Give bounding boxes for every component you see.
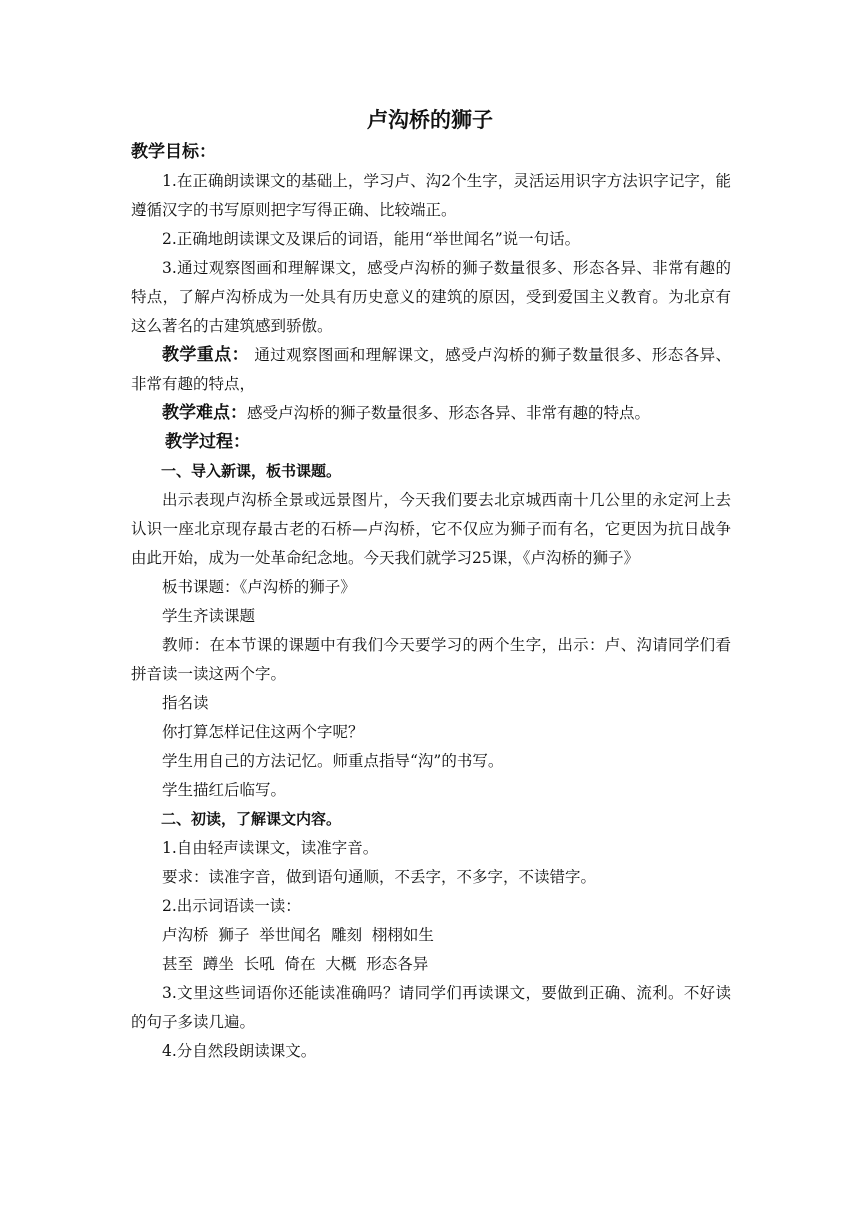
section1-paragraph: 学生用自己的方法记忆。师重点指导“沟”的书写。 — [162, 752, 504, 770]
section1-paragraph: 指名读 — [162, 694, 209, 712]
section1-paragraph: 你打算怎样记住这两个字呢？ — [162, 723, 364, 741]
process-heading: 教学过程： — [165, 432, 250, 452]
section2-paragraph: 1.自由轻声读课文，读准字音。 — [162, 839, 379, 857]
section1-paragraph: 学生描红后临写。 — [162, 781, 287, 799]
section1-paragraph: 学生齐读课题 — [162, 607, 256, 625]
section2-paragraph: 要求：读准字音，做到语句通顺，不丢字，不多字，不读错字。 — [162, 868, 597, 886]
objective-item: 1.在正确朗读课文的基础上，学习卢、沟2个生字，灵活运用识字方法识字记字，能遵循汉字的书写原则把字写得正确、比较端正。 — [131, 172, 731, 219]
key-point-paragraph — [131, 341, 731, 399]
section1-heading: 一、导入新课，板书课题。 — [161, 462, 342, 480]
difficulty-label: 教学难点： — [162, 403, 247, 423]
document-body — [131, 138, 731, 1066]
key-point-label: 教学重点： — [162, 345, 250, 365]
difficulty-text: 感受卢沟桥的狮子数量很多、形态各异、非常有趣的特点。 — [247, 404, 651, 422]
section2-paragraph: 3.文里这些词语你还能读准确吗？请同学们再读课文，要做到正确、流利。不好读的句子多读几遍。 — [131, 984, 731, 1031]
difficulty-paragraph — [131, 399, 731, 428]
document-title: 卢沟桥的狮子 — [367, 108, 493, 132]
section1-paragraph: 出示表现卢沟桥全景或远景图片，今天我们要去北京城西南十几公里的永定河上去认识一座北京现存最古老的石桥—卢沟桥，它不仅应为狮子而有名，它更因为抗日战争由此开始，成为一处革命纪念地。今天我们就学习25课，《卢沟桥的狮子》 — [131, 491, 731, 567]
section1-paragraph: 教师：在本节课的课题中有我们今天要学习的两个生字，出示：卢、沟请同学们看拼音读一读这两个字。 — [131, 636, 731, 683]
section2-paragraph: 2.出示词语读一读： — [162, 897, 301, 915]
section1-paragraph: 板书课题：《卢沟桥的狮子》 — [162, 578, 356, 596]
vocabulary-line: 甚至 蹲坐 长吼 倚在 大概 形态各异 — [162, 955, 429, 973]
vocabulary-line: 卢沟桥 狮子 举世闻名 雕刻 栩栩如生 — [162, 926, 434, 944]
objective-item: 3.通过观察图画和理解课文，感受卢沟桥的狮子数量很多、形态各异、非常有趣的特点，了解卢沟桥成为一处具有历史意义的建筑的原因，受到爱国主义教育。为北京有这么著名的古建筑感到骄傲。 — [131, 259, 731, 335]
objective-item: 2.正确地朗读课文及课后的词语，能用“举世闻名”说一句话。 — [162, 230, 581, 248]
section2-heading: 二、初读，了解课文内容。 — [161, 810, 342, 828]
objectives-heading: 教学目标： — [131, 142, 216, 162]
section2-paragraph: 4.分自然段朗读课文。 — [162, 1042, 317, 1060]
key-point-text: 通过观察图画和理解课文，感受卢沟桥的狮子数量很多、形态各异、非常有趣的特点， — [131, 346, 731, 393]
